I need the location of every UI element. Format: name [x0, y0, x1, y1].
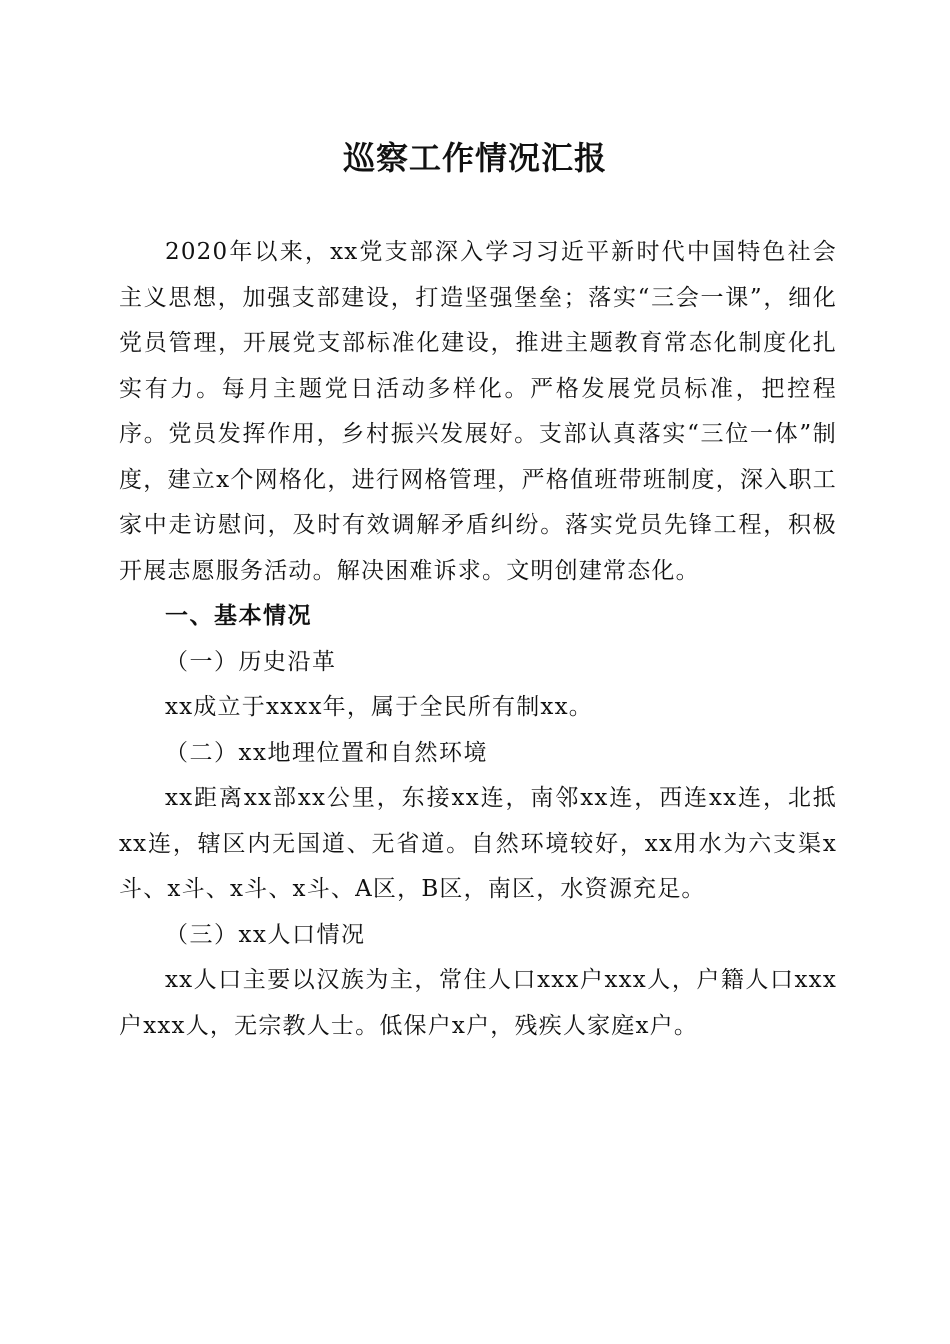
history-paragraph: xx成立于xxxx年，属于全民所有制xx。: [165, 694, 593, 720]
section-heading-basic-situation: 一、基本情况: [165, 603, 312, 629]
intro-paragraph: 2020年以来，xx党支部深入学习习近平新时代中国特色社会主义思想，加强支部建设，打造坚强堡垒；落实“三会一课”，细化党员管理，开展党支部标准化建设，推进主题教育常态化制度化扎实有力。每月主题党日活动多样化。严格发展党员标准，把控程序。党员发挥作用，乡村振兴发展好。支部认真落实“三位一体”制度，建立x个网格化，进行网格管理，严格值班带班制度，深入职工家中走访慰问，及时有效调解矛盾纠纷。落实党员先锋工程，积极开展志愿服务活动。解决困难诉求。文明创建常态化。: [119, 239, 837, 584]
document-body: [119, 230, 837, 1049]
geography-paragraph: xx距离xx部xx公里，东接xx连，南邻xx连，西连xx连，北抵xx连，辖区内无国道、无省道。自然环境较好，xx用水为六支渠x斗、x斗、x斗、x斗、A区，B区，南区，水资源充足。: [119, 785, 837, 902]
population-paragraph: xx人口主要以汉族为主，常住人口xxx户xxx人，户籍人口xxx户xxx人，无宗教人士。低保户x户，残疾人家庭x户。: [119, 967, 837, 1039]
subsection-heading-geography: （二）xx地理位置和自然环境: [165, 739, 488, 766]
subsection-heading-history: （一）历史沿革: [165, 648, 337, 675]
subsection-heading-population: （三）xx人口情况: [165, 921, 366, 948]
document-title: 巡察工作情况汇报: [342, 139, 607, 177]
